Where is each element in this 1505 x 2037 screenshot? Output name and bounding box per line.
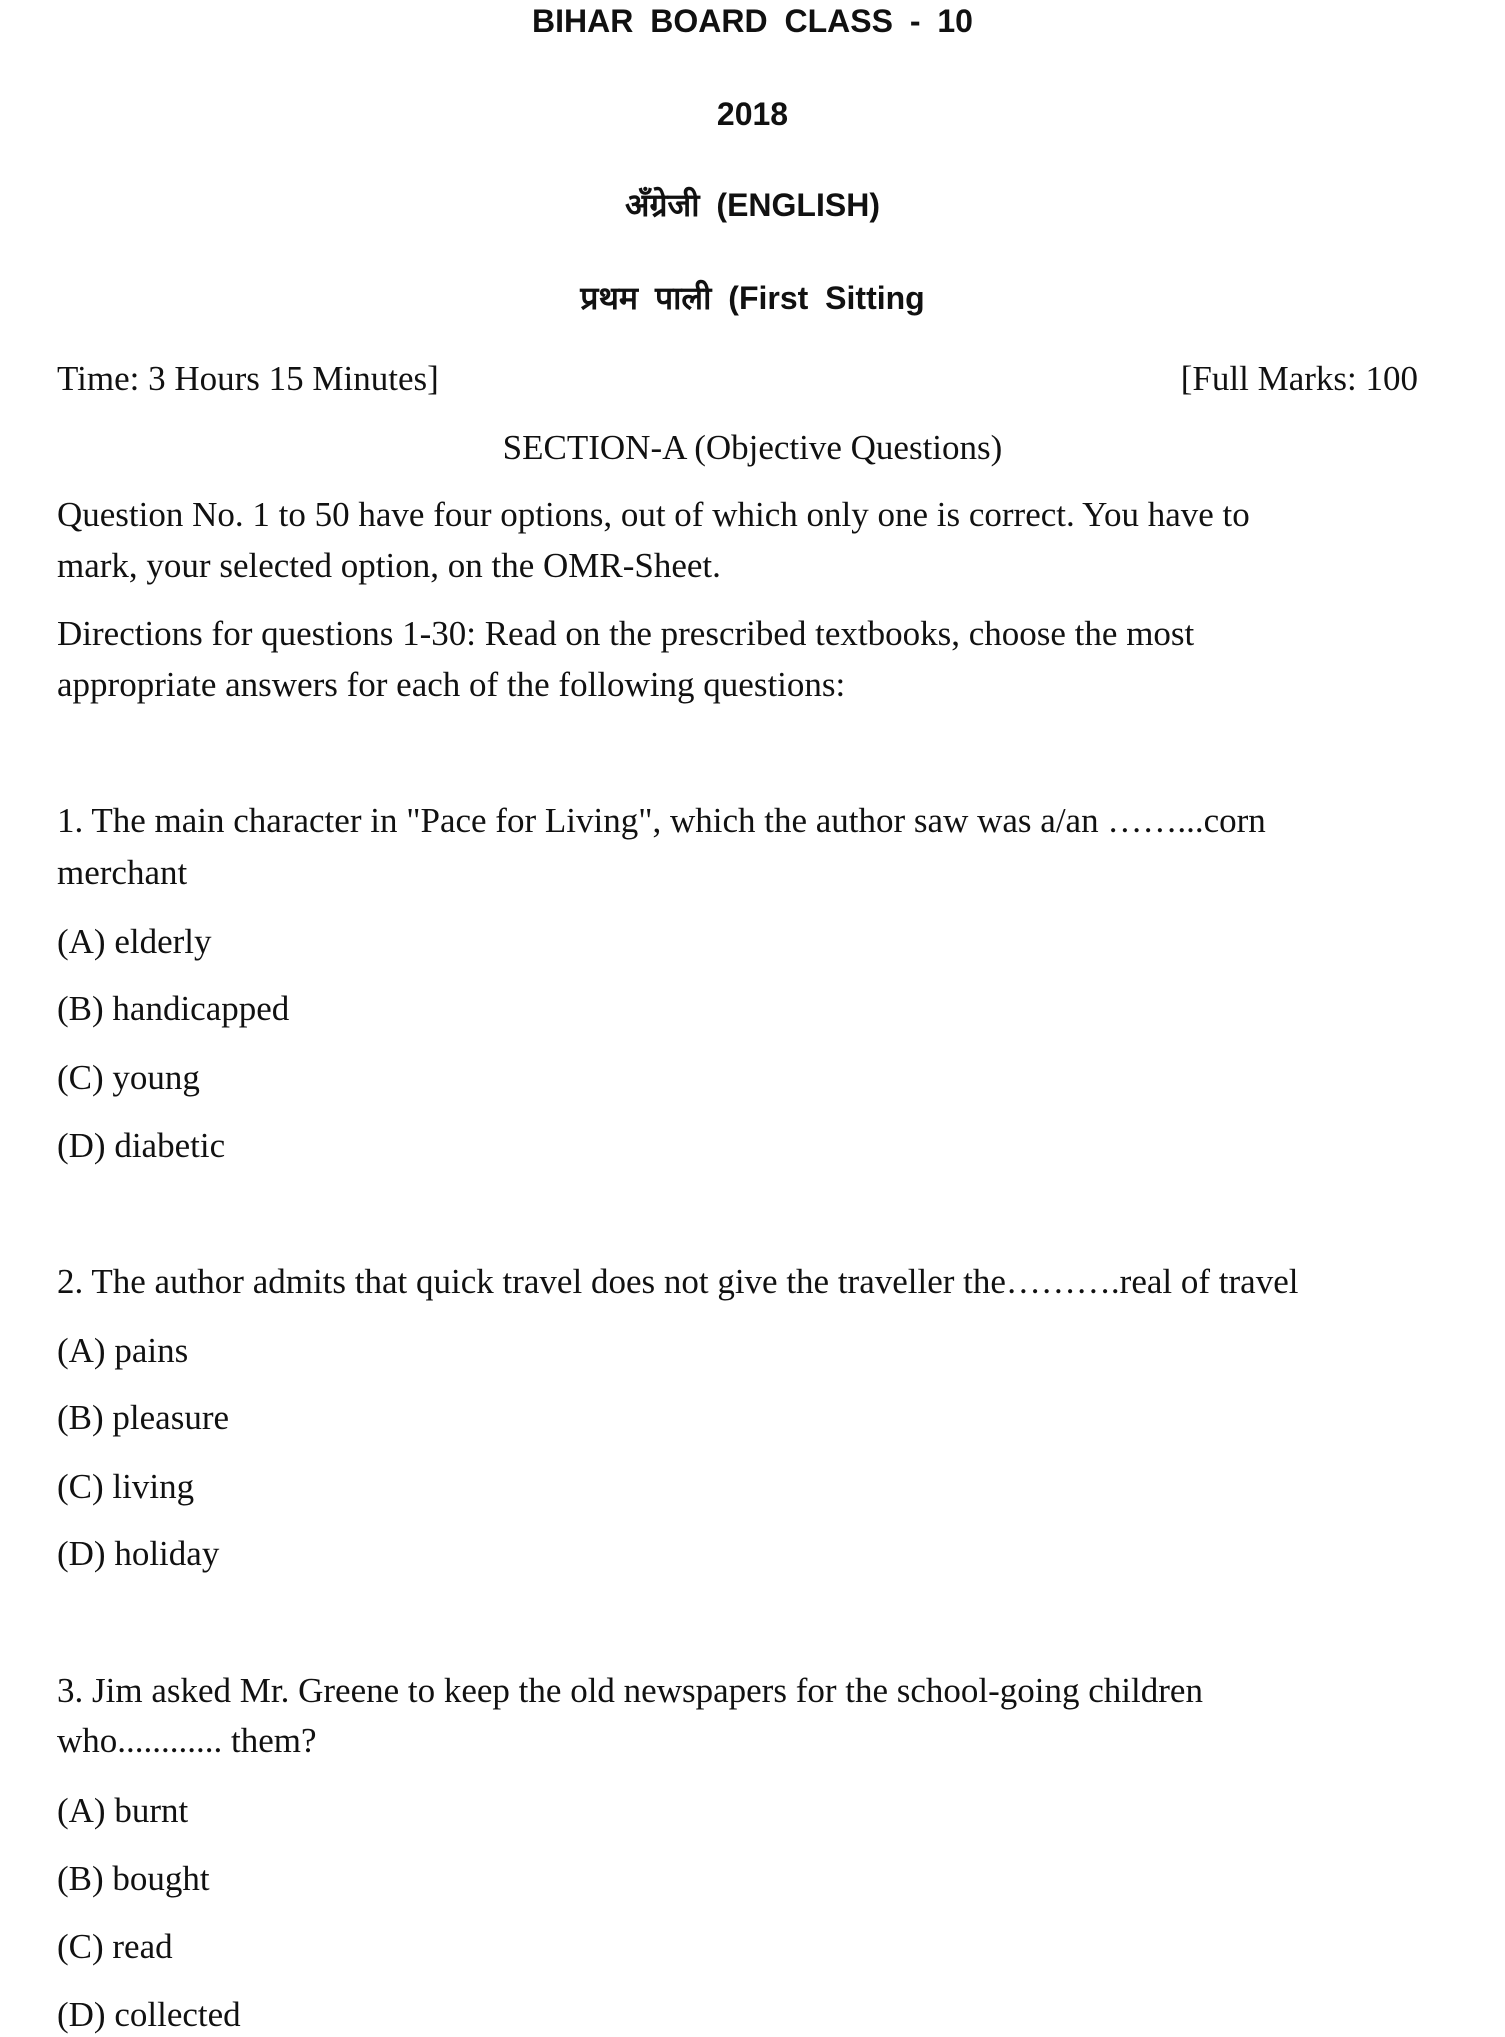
board-title: BIHAR BOARD CLASS - 10 — [532, 3, 973, 39]
option-b: (B) bought — [57, 1859, 210, 1898]
option-d: (D) diabetic — [57, 1126, 226, 1165]
option-d: (D) collected — [57, 1995, 241, 2034]
instruction-line: mark, your selected option, on the OMR-Sheet. — [57, 546, 721, 585]
question-text: 2. The author admits that quick travel does not give the traveller the……….real of travel — [57, 1262, 1299, 1301]
instruction-line: Question No. 1 to 50 have four options, out of which only one is correct. You have to — [57, 495, 1250, 534]
directions-line: appropriate answers for each of the following questions: — [57, 665, 846, 704]
question-text: 3. Jim asked Mr. Greene to keep the old newspapers for the school-going children — [57, 1671, 1203, 1710]
option-a: (A) burnt — [57, 1791, 189, 1830]
question-text: 1. The main character in "Pace for Living", which the author saw was a/an ……...corn — [57, 801, 1266, 840]
question-text: merchant — [57, 853, 188, 892]
option-a: (A) elderly — [57, 922, 212, 961]
option-a: (A) pains — [57, 1331, 189, 1370]
option-b: (B) pleasure — [57, 1398, 230, 1437]
subject-title: अँग्रेजी (ENGLISH) — [625, 187, 880, 223]
full-marks: [Full Marks: 100 — [1180, 359, 1418, 398]
exam-year: 2018 — [716, 96, 789, 132]
time-allowed: Time: 3 Hours 15 Minutes] — [57, 359, 439, 398]
option-c: (C) read — [57, 1927, 173, 1966]
directions-line: Directions for questions 1-30: Read on the prescribed textbooks, choose the most — [57, 614, 1195, 653]
option-d: (D) holiday — [57, 1534, 220, 1573]
section-title: SECTION-A (Objective Questions) — [502, 428, 1003, 467]
sitting-title: प्रथम पाली (First Sitting — [580, 280, 925, 316]
question-text: who............ them? — [57, 1721, 317, 1760]
option-c: (C) living — [57, 1467, 195, 1506]
option-c: (C) young — [57, 1058, 200, 1097]
option-b: (B) handicapped — [57, 989, 290, 1028]
